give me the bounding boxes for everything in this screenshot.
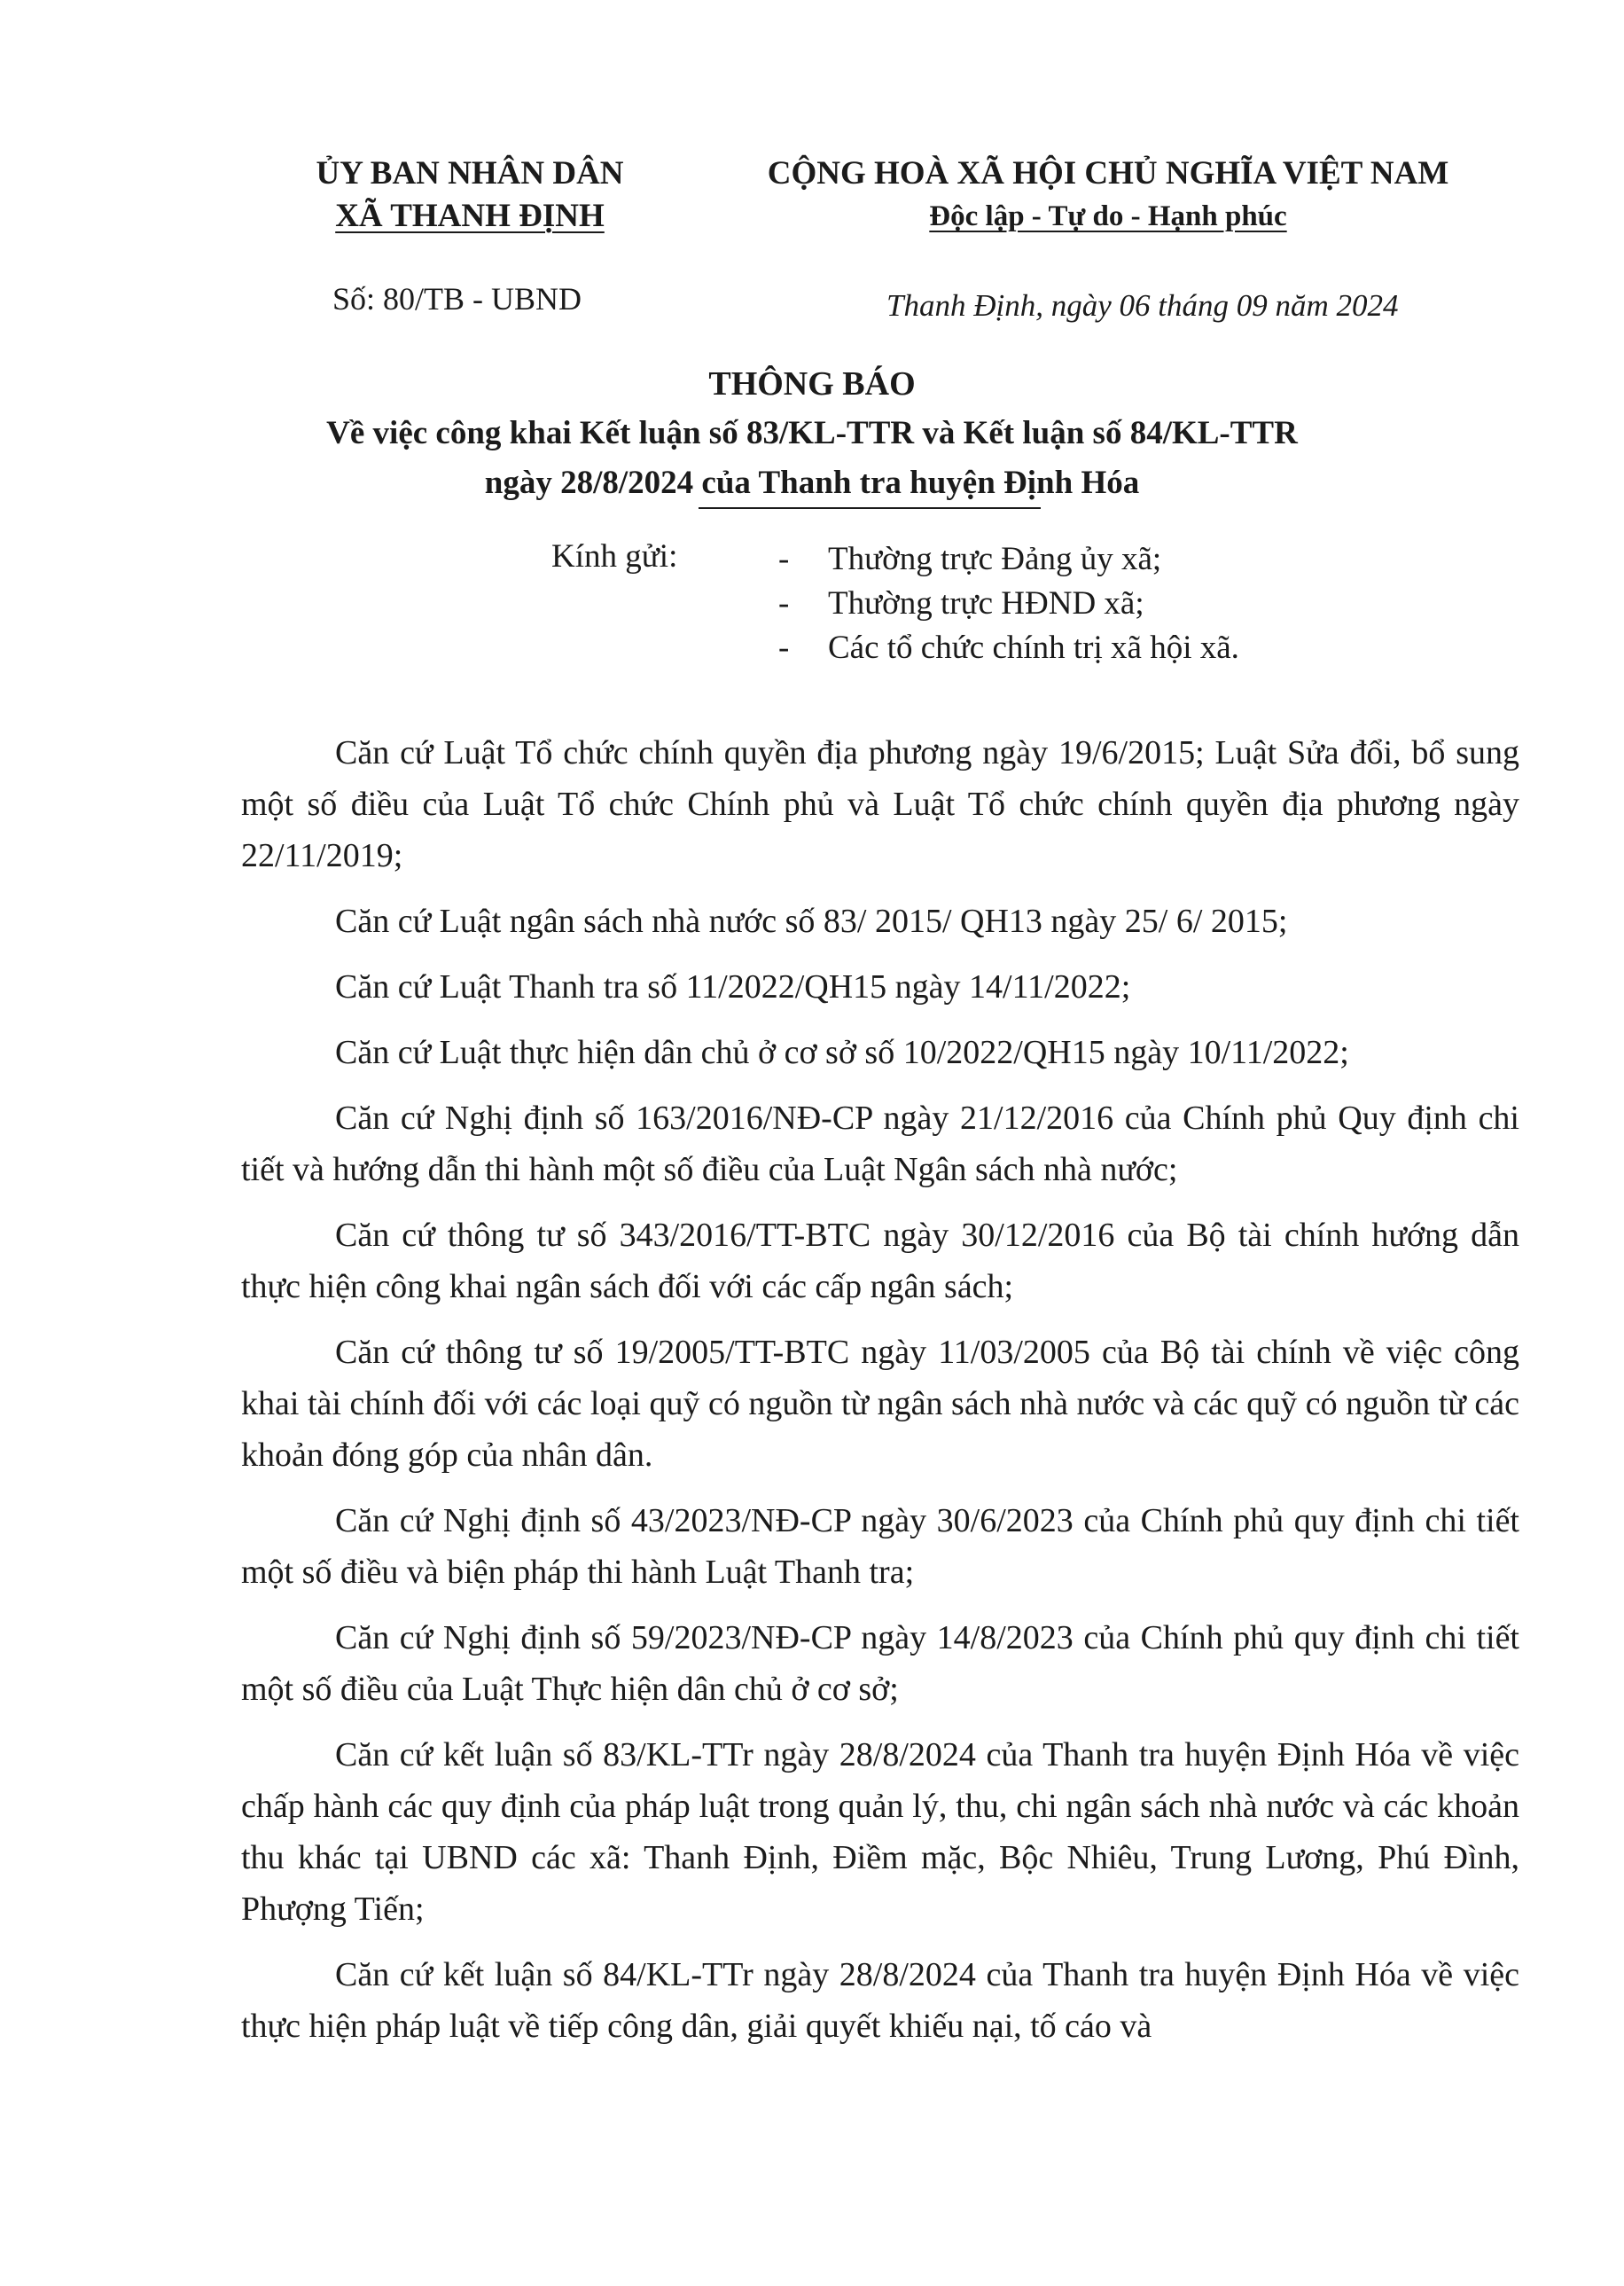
national-header: [727, 153, 1489, 238]
recipient-item: [778, 582, 1239, 626]
agency-line-1: ỦY BAN NHÂN DÂN: [316, 155, 624, 192]
recipient-item: [778, 537, 1239, 582]
list-dash: -: [778, 541, 790, 577]
body-paragraph: Căn cứ Luật Thanh tra số 11/2022/QH15 ngày 14/11/2022;: [335, 968, 1131, 1006]
document-body: [241, 727, 1519, 2066]
recipient-item: [778, 626, 1239, 670]
subject-line-2: ngày 28/8/2024 của Thanh tra huyện Định Hóa: [484, 465, 1140, 501]
body-paragraph: Căn cứ Nghị định số 43/2023/NĐ-CP ngày 30/6/2023 của Chính phủ quy định chi tiết một số điều và biện pháp thi hành Luật Thanh tra;: [241, 1502, 1519, 1591]
national-motto: Độc lập - Tự do - Hạnh phúc: [929, 200, 1287, 232]
body-paragraph: Căn cứ Luật thực hiện dân chủ ở cơ sở số 10/2022/QH15 ngày 10/11/2022;: [335, 1034, 1349, 1071]
nation-name: CỘNG HOÀ XÃ HỘI CHỦ NGHĨA VIỆT NAM: [767, 155, 1449, 192]
body-paragraph: Căn cứ thông tư số 343/2016/TT-BTC ngày 30/12/2016 của Bộ tài chính hướng dẫn thực hiện công khai ngân sách đối với các cấp ngân sách;: [241, 1217, 1519, 1305]
title-divider: [699, 507, 1041, 509]
list-dash: -: [778, 630, 790, 666]
document-number: Số: 80/TB - UBND: [332, 281, 582, 317]
recipients-list: [778, 537, 1239, 670]
issuing-agency: [297, 153, 643, 238]
recipient-text: Các tổ chức chính trị xã hội xã.: [828, 630, 1239, 666]
body-paragraph: Căn cứ thông tư số 19/2005/TT-BTC ngày 11/03/2005 của Bộ tài chính về việc công khai tài chính đối với các loại quỹ có nguồn từ ngân sách nhà nước và các quỹ có nguồn từ các khoản đóng góp của nhân dân.: [241, 1334, 1519, 1474]
recipients-label: Kính gửi:: [551, 538, 678, 575]
place-and-date: Thanh Định, ngày 06 tháng 09 năm 2024: [886, 288, 1399, 323]
recipient-text: Thường trực HĐND xã;: [828, 585, 1144, 622]
body-paragraph: Căn cứ Luật Tổ chức chính quyền địa phương ngày 19/6/2015; Luật Sửa đổi, bổ sung một số điều của Luật Tổ chức Chính phủ và Luật Tổ chức chính quyền địa phương ngày 22/11/2019;: [241, 734, 1519, 874]
body-paragraph: Căn cứ Nghị định số 163/2016/NĐ-CP ngày 21/12/2016 của Chính phủ Quy định chi tiết và hướng dẫn thi hành một số điều của Luật Ngân sách nhà nước;: [241, 1100, 1519, 1188]
body-paragraph: Căn cứ Nghị định số 59/2023/NĐ-CP ngày 14/8/2023 của Chính phủ quy định chi tiết một số điều của Luật Thực hiện dân chủ ở cơ sở;: [241, 1619, 1519, 1708]
body-paragraph: Căn cứ Luật ngân sách nhà nước số 83/ 2015/ QH13 ngày 25/ 6/ 2015;: [335, 903, 1288, 940]
list-dash: -: [778, 585, 790, 622]
body-paragraph: Căn cứ kết luận số 84/KL-TTr ngày 28/8/2024 của Thanh tra huyện Định Hóa về việc thực hiện pháp luật về tiếp công dân, giải quyết khiếu nại, tố cáo và: [241, 1956, 1519, 2045]
document-type: THÔNG BÁO: [708, 365, 916, 403]
body-paragraph: Căn cứ kết luận số 83/KL-TTr ngày 28/8/2024 của Thanh tra huyện Định Hóa về việc chấp hành các quy định của pháp luật trong quản lý, thu, chi ngân sách nhà nước và các khoản thu khác tại UBND các xã: Thanh Định, Điềm mặc, Bộc Nhiêu, Trung Lương, Phú Đình, Phượng Tiến;: [241, 1736, 1519, 1928]
document-title: [230, 359, 1394, 508]
recipient-text: Thường trực Đảng ủy xã;: [828, 541, 1162, 577]
agency-line-2: XÃ THANH ĐỊNH: [335, 198, 605, 234]
subject-line-1: Về việc công khai Kết luận số 83/KL-TTR và Kết luận số 84/KL-TTR: [326, 415, 1298, 451]
